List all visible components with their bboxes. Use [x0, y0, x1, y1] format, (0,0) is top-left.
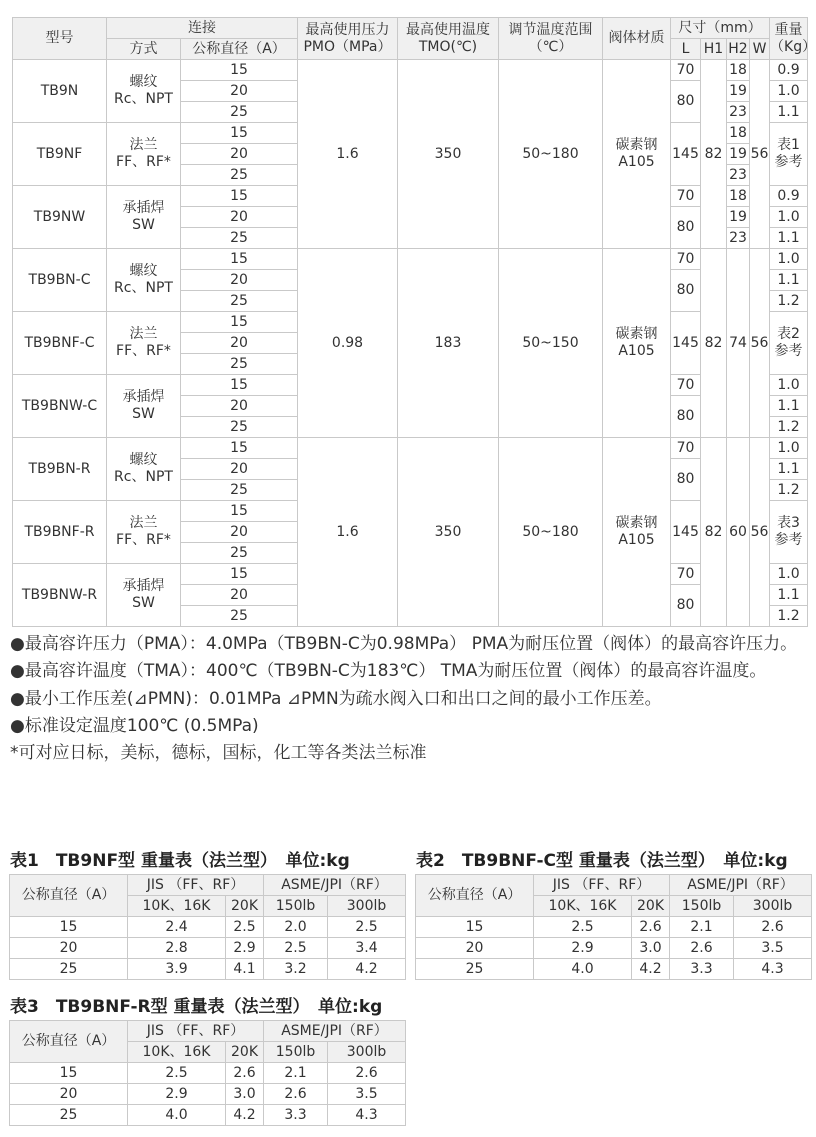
weight-value: 1.1: [770, 396, 808, 417]
header-10k16k: 10K、16K: [128, 1042, 226, 1063]
header-asme: ASME/JPI（RF）: [264, 1021, 406, 1042]
model-name: TB9BNF-R: [13, 501, 107, 564]
temp-range: 50~180: [499, 438, 603, 627]
nominal-size: 25: [181, 165, 298, 186]
weight-value: 2.4: [128, 917, 226, 938]
header-jis: JIS （FF、RF）: [534, 875, 670, 896]
nominal-size: 20: [181, 585, 298, 606]
weight-value: 4.0: [128, 1105, 226, 1126]
tmo-value: 183: [398, 249, 499, 438]
nominal-size: 15: [181, 60, 298, 81]
table-row: [13, 60, 808, 81]
dim-H2: 19: [727, 144, 750, 165]
header-20k: 20K: [226, 1042, 264, 1063]
header-20k: 20K: [632, 896, 670, 917]
header-nominal: 公称直径（A）: [10, 1021, 128, 1063]
nominal-size: 15: [181, 564, 298, 585]
connection-method: 法兰 FF、RF*: [107, 123, 181, 186]
nominal-size: 15: [181, 438, 298, 459]
dim-H2: 19: [727, 81, 750, 102]
nominal-size: 15: [181, 501, 298, 522]
nominal-size: 15: [181, 375, 298, 396]
weight-value: 3.3: [264, 1105, 328, 1126]
weight-value: 4.3: [734, 959, 812, 980]
dim-W: 56: [750, 249, 770, 438]
weight-value: 1.0: [770, 375, 808, 396]
dim-H1: 82: [701, 249, 727, 438]
table-row: [10, 959, 406, 980]
model-name: TB9BNF-C: [13, 312, 107, 375]
header-weight: 重量 （Kg）: [770, 18, 808, 60]
weight-value: 2.0: [264, 917, 328, 938]
weight-value: 2.6: [328, 1063, 406, 1084]
weight-value: 1.0: [770, 249, 808, 270]
weight-value: 3.5: [734, 938, 812, 959]
table-row: [416, 938, 812, 959]
header-150lb: 150lb: [264, 1042, 328, 1063]
weight-value: 4.2: [328, 959, 406, 980]
tmo-value: 350: [398, 438, 499, 627]
header-asme: ASME/JPI（RF）: [670, 875, 812, 896]
dim-H2: 18: [727, 123, 750, 144]
weight-table-2-caption: 表2 TB9BNF-C型 重量表（法兰型） 单位:kg: [416, 851, 788, 871]
weight-value: 2.1: [264, 1063, 328, 1084]
dim-L: 80: [671, 396, 701, 438]
weight-value: 4.0: [534, 959, 632, 980]
table-row: [10, 1063, 406, 1084]
weight-value: 1.0: [770, 207, 808, 228]
dim-H1: 82: [701, 60, 727, 249]
note-pma: ●最高容许压力（PMA）：4.0MPa（TB9BN-C为0.98MPa） PMA为耐压位置（阀体）的最高容许压力。: [10, 634, 798, 654]
nominal-size: 25: [181, 102, 298, 123]
nominal-size: 20: [181, 333, 298, 354]
weight-value: 2.9: [226, 938, 264, 959]
weight-value: 2.8: [128, 938, 226, 959]
dim-L: 70: [671, 249, 701, 270]
weight-value: 2.5: [226, 917, 264, 938]
header-nominal: 公称直径（A）: [181, 39, 298, 60]
header-300lb: 300lb: [734, 896, 812, 917]
weight-table-3: [9, 1020, 406, 1126]
header-range: 调节温度范围 （℃）: [499, 18, 603, 60]
nominal-size: 25: [181, 480, 298, 501]
model-name: TB9BNW-R: [13, 564, 107, 627]
dim-L: 70: [671, 186, 701, 207]
nominal-size: 25: [181, 417, 298, 438]
nominal-size: 25: [416, 959, 534, 980]
body-material: 碳素钢 A105: [603, 438, 671, 627]
header-nominal: 公称直径（A）: [416, 875, 534, 917]
weight-value: 0.9: [770, 186, 808, 207]
body-material: 碳素钢 A105: [603, 249, 671, 438]
dim-L: 80: [671, 81, 701, 123]
connection-method: 螺纹 Rc、NPT: [107, 60, 181, 123]
weight-value: 1.1: [770, 102, 808, 123]
pmo-value: 1.6: [298, 60, 398, 249]
nominal-size: 15: [10, 917, 128, 938]
weight-value: 1.2: [770, 291, 808, 312]
header-10k16k: 10K、16K: [128, 896, 226, 917]
dim-H2: 74: [727, 249, 750, 438]
weight-value: 1.0: [770, 81, 808, 102]
weight-value: 4.3: [328, 1105, 406, 1126]
weight-value: 3.2: [264, 959, 328, 980]
model-name: TB9NF: [13, 123, 107, 186]
weight-value: 4.2: [632, 959, 670, 980]
nominal-size: 15: [181, 249, 298, 270]
weight-value: 2.6: [264, 1084, 328, 1105]
note-tma: ●最高容许温度（TMA）：400℃（TB9BN-C为183℃） TMA为耐压位置（阀体）的最高容许温度。: [10, 661, 767, 682]
header-20k: 20K: [226, 896, 264, 917]
weight-value: 2.6: [632, 917, 670, 938]
dim-L: 80: [671, 585, 701, 627]
connection-method: 承插焊 SW: [107, 564, 181, 627]
nominal-size: 20: [181, 522, 298, 543]
nominal-size: 15: [416, 917, 534, 938]
nominal-size: 15: [181, 312, 298, 333]
tmo-value: 350: [398, 60, 499, 249]
table-row: [10, 1084, 406, 1105]
header-300lb: 300lb: [328, 896, 406, 917]
dim-H2: 18: [727, 186, 750, 207]
dim-L: 145: [671, 123, 701, 186]
table-row: [10, 917, 406, 938]
connection-method: 螺纹 Rc、NPT: [107, 249, 181, 312]
note-pmn: ●最小工作压差(⊿PMN)：0.01MPa ⊿PMN为疏水阀入口和出口之间的最小工作压差。: [10, 688, 662, 709]
header-pmo: 最高使用压力 PMO（MPa）: [298, 18, 398, 60]
weight-value: 2.6: [226, 1063, 264, 1084]
header-10k16k: 10K、16K: [534, 896, 632, 917]
dim-H2: 23: [727, 102, 750, 123]
dim-L: 145: [671, 312, 701, 375]
header-jis: JIS （FF、RF）: [128, 1021, 264, 1042]
header-nominal: 公称直径（A）: [10, 875, 128, 917]
weight-value: 0.9: [770, 60, 808, 81]
dim-L: 80: [671, 207, 701, 249]
nominal-size: 25: [181, 606, 298, 627]
header-model: 型号: [13, 18, 107, 60]
dim-L: 70: [671, 438, 701, 459]
weight-value: 2.5: [264, 938, 328, 959]
nominal-size: 25: [10, 959, 128, 980]
nominal-size: 20: [10, 1084, 128, 1105]
dim-H2: 23: [727, 165, 750, 186]
nominal-size: 15: [181, 123, 298, 144]
header-jis: JIS （FF、RF）: [128, 875, 264, 896]
temp-range: 50~180: [499, 60, 603, 249]
dim-H2: 23: [727, 228, 750, 249]
dim-H1: 82: [701, 438, 727, 627]
dim-W: 56: [750, 60, 770, 249]
dim-L: 70: [671, 60, 701, 81]
nominal-size: 25: [181, 354, 298, 375]
model-name: TB9BN-C: [13, 249, 107, 312]
model-name: TB9BN-R: [13, 438, 107, 501]
weight-value: 1.2: [770, 606, 808, 627]
body-material: 碳素钢 A105: [603, 60, 671, 249]
weight-value: 2.1: [670, 917, 734, 938]
weight-value: 4.1: [226, 959, 264, 980]
nominal-size: 20: [181, 144, 298, 165]
weight-value: 3.3: [670, 959, 734, 980]
header-L: L: [671, 39, 701, 60]
nominal-size: 25: [10, 1105, 128, 1126]
model-name: TB9BNW-C: [13, 375, 107, 438]
connection-method: 承插焊 SW: [107, 375, 181, 438]
table-row: [13, 438, 808, 459]
weight-value: 1.2: [770, 480, 808, 501]
weight-value: 4.2: [226, 1105, 264, 1126]
weight-table-1-caption: 表1 TB9NF型 重量表（法兰型） 单位:kg: [10, 851, 350, 871]
weight-value: 1.1: [770, 270, 808, 291]
weight-value: 3.4: [328, 938, 406, 959]
nominal-size: 20: [181, 207, 298, 228]
connection-method: 法兰 FF、RF*: [107, 501, 181, 564]
dim-L: 80: [671, 459, 701, 501]
model-name: TB9N: [13, 60, 107, 123]
nominal-size: 20: [181, 270, 298, 291]
weight-value: 1.0: [770, 564, 808, 585]
nominal-size: 20: [416, 938, 534, 959]
nominal-size: 20: [10, 938, 128, 959]
spec-table-body: [13, 60, 808, 627]
note-setting-temp: ●标准设定温度100℃ (0.5MPa): [10, 715, 259, 736]
header-H1: H1: [701, 39, 727, 60]
header-method: 方式: [107, 39, 181, 60]
model-name: TB9NW: [13, 186, 107, 249]
header-material: 阀体材质: [603, 18, 671, 60]
header-connection: 连接: [107, 18, 298, 39]
table-row: [416, 917, 812, 938]
weight-value: 1.2: [770, 417, 808, 438]
header-tmo: 最高使用温度 TMO(℃): [398, 18, 499, 60]
weight-table-2: [415, 874, 812, 980]
weight-value: 1.1: [770, 585, 808, 606]
nominal-size: 20: [181, 81, 298, 102]
header-150lb: 150lb: [670, 896, 734, 917]
header-asme: ASME/JPI（RF）: [264, 875, 406, 896]
weight-value: 3.0: [632, 938, 670, 959]
header-W: W: [750, 39, 770, 60]
weight-value: 3.5: [328, 1084, 406, 1105]
weight-value: 3.0: [226, 1084, 264, 1105]
weight-value: 2.5: [128, 1063, 226, 1084]
nominal-size: 25: [181, 291, 298, 312]
dim-L: 145: [671, 501, 701, 564]
pmo-value: 0.98: [298, 249, 398, 438]
header-300lb: 300lb: [328, 1042, 406, 1063]
weight-table-ref: 表3 参考: [770, 501, 808, 564]
dim-L: 80: [671, 270, 701, 312]
notes: [10, 631, 810, 767]
nominal-size: 15: [10, 1063, 128, 1084]
weight-table-ref: 表1 参考: [770, 123, 808, 186]
table-row: [10, 938, 406, 959]
nominal-size: 20: [181, 459, 298, 480]
nominal-size: 25: [181, 543, 298, 564]
weight-value: 1.1: [770, 459, 808, 480]
dim-H2: 18: [727, 60, 750, 81]
dim-W: 56: [750, 438, 770, 627]
weight-value: 2.9: [534, 938, 632, 959]
weight-value: 1.0: [770, 438, 808, 459]
connection-method: 法兰 FF、RF*: [107, 312, 181, 375]
header-150lb: 150lb: [264, 896, 328, 917]
table-row: [10, 1105, 406, 1126]
weight-value: 3.9: [128, 959, 226, 980]
table-row: [13, 249, 808, 270]
dim-L: 70: [671, 564, 701, 585]
weight-value: 2.6: [734, 917, 812, 938]
header-H2: H2: [727, 39, 750, 60]
weight-table-1: [9, 874, 406, 980]
spec-table: [12, 17, 816, 627]
weight-table-ref: 表2 参考: [770, 312, 808, 375]
weight-value: 2.5: [534, 917, 632, 938]
note-flange-standards: *可对应日标，美标，德标，国标，化工等各类法兰标准: [10, 743, 427, 764]
header-size: 尺寸（mm）: [671, 18, 770, 39]
dim-H2: 19: [727, 207, 750, 228]
weight-table-3-caption: 表3 TB9BNF-R型 重量表（法兰型） 单位:kg: [10, 997, 383, 1017]
dim-H2: 60: [727, 438, 750, 627]
dim-L: 70: [671, 375, 701, 396]
temp-range: 50~150: [499, 249, 603, 438]
weight-value: 2.5: [328, 917, 406, 938]
nominal-size: 15: [181, 186, 298, 207]
weight-value: 2.9: [128, 1084, 226, 1105]
weight-value: 2.6: [670, 938, 734, 959]
connection-method: 螺纹 Rc、NPT: [107, 438, 181, 501]
weight-value: 1.1: [770, 228, 808, 249]
connection-method: 承插焊 SW: [107, 186, 181, 249]
nominal-size: 20: [181, 396, 298, 417]
table-row: [416, 959, 812, 980]
pmo-value: 1.6: [298, 438, 398, 627]
nominal-size: 25: [181, 228, 298, 249]
